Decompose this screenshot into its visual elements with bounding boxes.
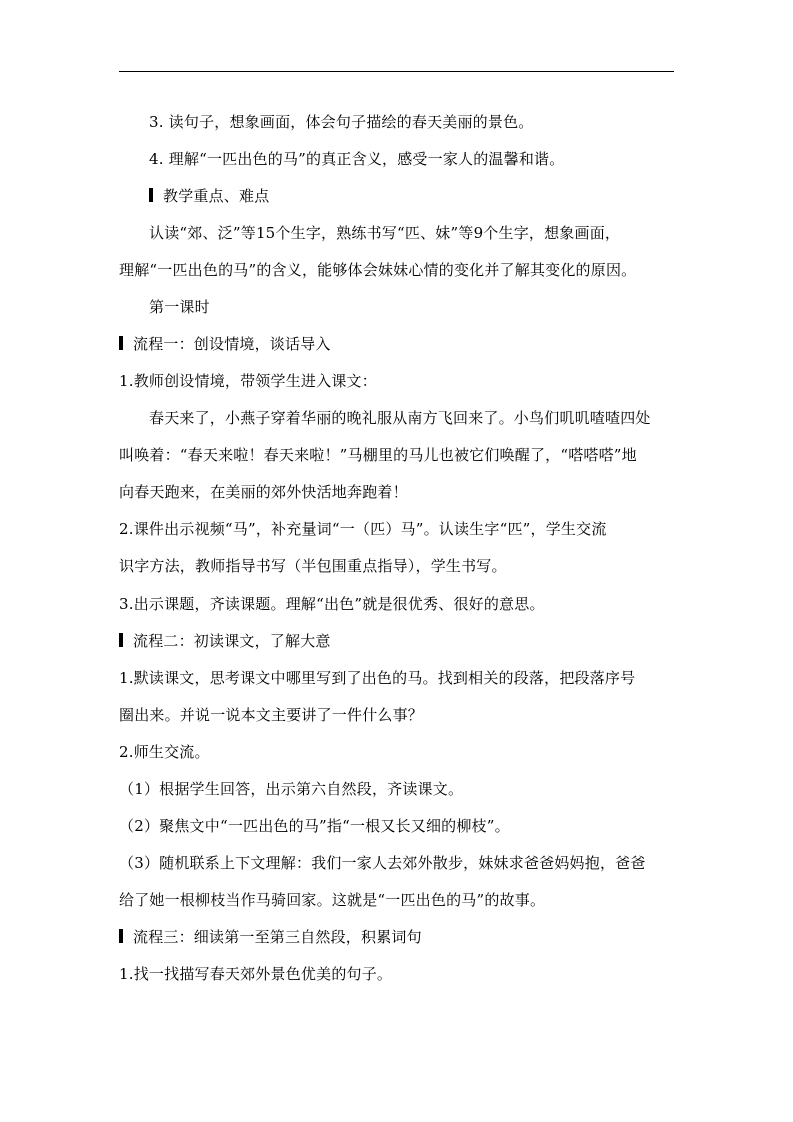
- header-rule: [119, 71, 674, 72]
- section-marker: [119, 929, 123, 943]
- process-3-heading: 流程三：细读第一至第三自然段，积累词句: [119, 927, 422, 947]
- process-2-item-1-line-2: 圈出来。并说一说本文主要讲了一件什么事？: [119, 706, 424, 724]
- process-2-sub-3-line-1: （3）随机联系上下文理解：我们一家人去郊外散步，妹妹求爸爸妈妈抱，爸爸: [119, 854, 646, 872]
- section-marker: [149, 188, 153, 202]
- process-1-item-2-line-2: 识字方法，教师指导书写（半包围重点指导），学生书写。: [119, 557, 507, 575]
- process-3-item-1: 1.找一找描写春天郊外景色优美的句子。: [119, 965, 393, 983]
- key-points-heading: 教学重点、难点: [149, 186, 269, 206]
- process-1-heading: 流程一：创设情境，谈话导入: [119, 334, 331, 354]
- process-1-item-2-line-1: 2.课件出示视频“马”，补充量词“一（匹）马”。认读生字“匹”，学生交流: [119, 520, 607, 538]
- process-1-passage-line-1: 春天来了，小燕子穿着华丽的晚礼服从南方飞回来了。小鸟们叽叽喳喳四处: [149, 409, 651, 427]
- process-2-sub-2: （2）聚焦文中“一匹出色的马”指“一根又长又细的柳枝”。: [119, 817, 510, 835]
- objective-3: 3. 读句子，想象画面，体会句子描绘的春天美丽的景色。: [149, 113, 534, 131]
- lesson-title: 第一课时: [149, 298, 210, 316]
- process-1-passage-line-3: 向春天跑来，在美丽的郊外快活地奔跑着！: [119, 483, 408, 501]
- process-1-item-1: 1.教师创设情境，带领学生进入课文：: [119, 372, 377, 390]
- process-2-item-1-line-1: 1.默读课文，思考课文中哪里写到了出色的马。找到相关的段落，把段落序号: [119, 669, 636, 687]
- key-points-line-1: 认读“郊、泛”等15个生字，熟练书写“匹、妹”等9个生字，想象画面，: [149, 224, 621, 242]
- process-2-sub-3-line-2: 给了她一根柳枝当作马骑回家。这就是“一匹出色的马”的故事。: [119, 891, 546, 909]
- section-marker: [119, 336, 123, 350]
- process-1-item-3: 3.出示课题，齐读课题。理解“出色”就是很优秀、很好的意思。: [119, 595, 545, 613]
- key-points-line-2: 理解“一匹出色的马”的含义，能够体会妹妹心情的变化并了解其变化的原因。: [119, 261, 637, 279]
- process-2-sub-1: （1）根据学生回答，出示第六自然段，齐读课文。: [119, 780, 464, 798]
- process-2-heading: 流程二：初读课文，了解大意: [119, 631, 331, 651]
- process-2-item-2: 2.师生交流。: [119, 743, 210, 761]
- objective-4: 4. 理解“一匹出色的马”的真正含义，感受一家人的温馨和谐。: [149, 150, 565, 168]
- process-1-passage-line-2: 叫唤着：“春天来啦！春天来啦！”马棚里的马儿也被它们唤醒了，“嗒嗒嗒”地: [119, 446, 637, 464]
- section-marker: [119, 633, 123, 647]
